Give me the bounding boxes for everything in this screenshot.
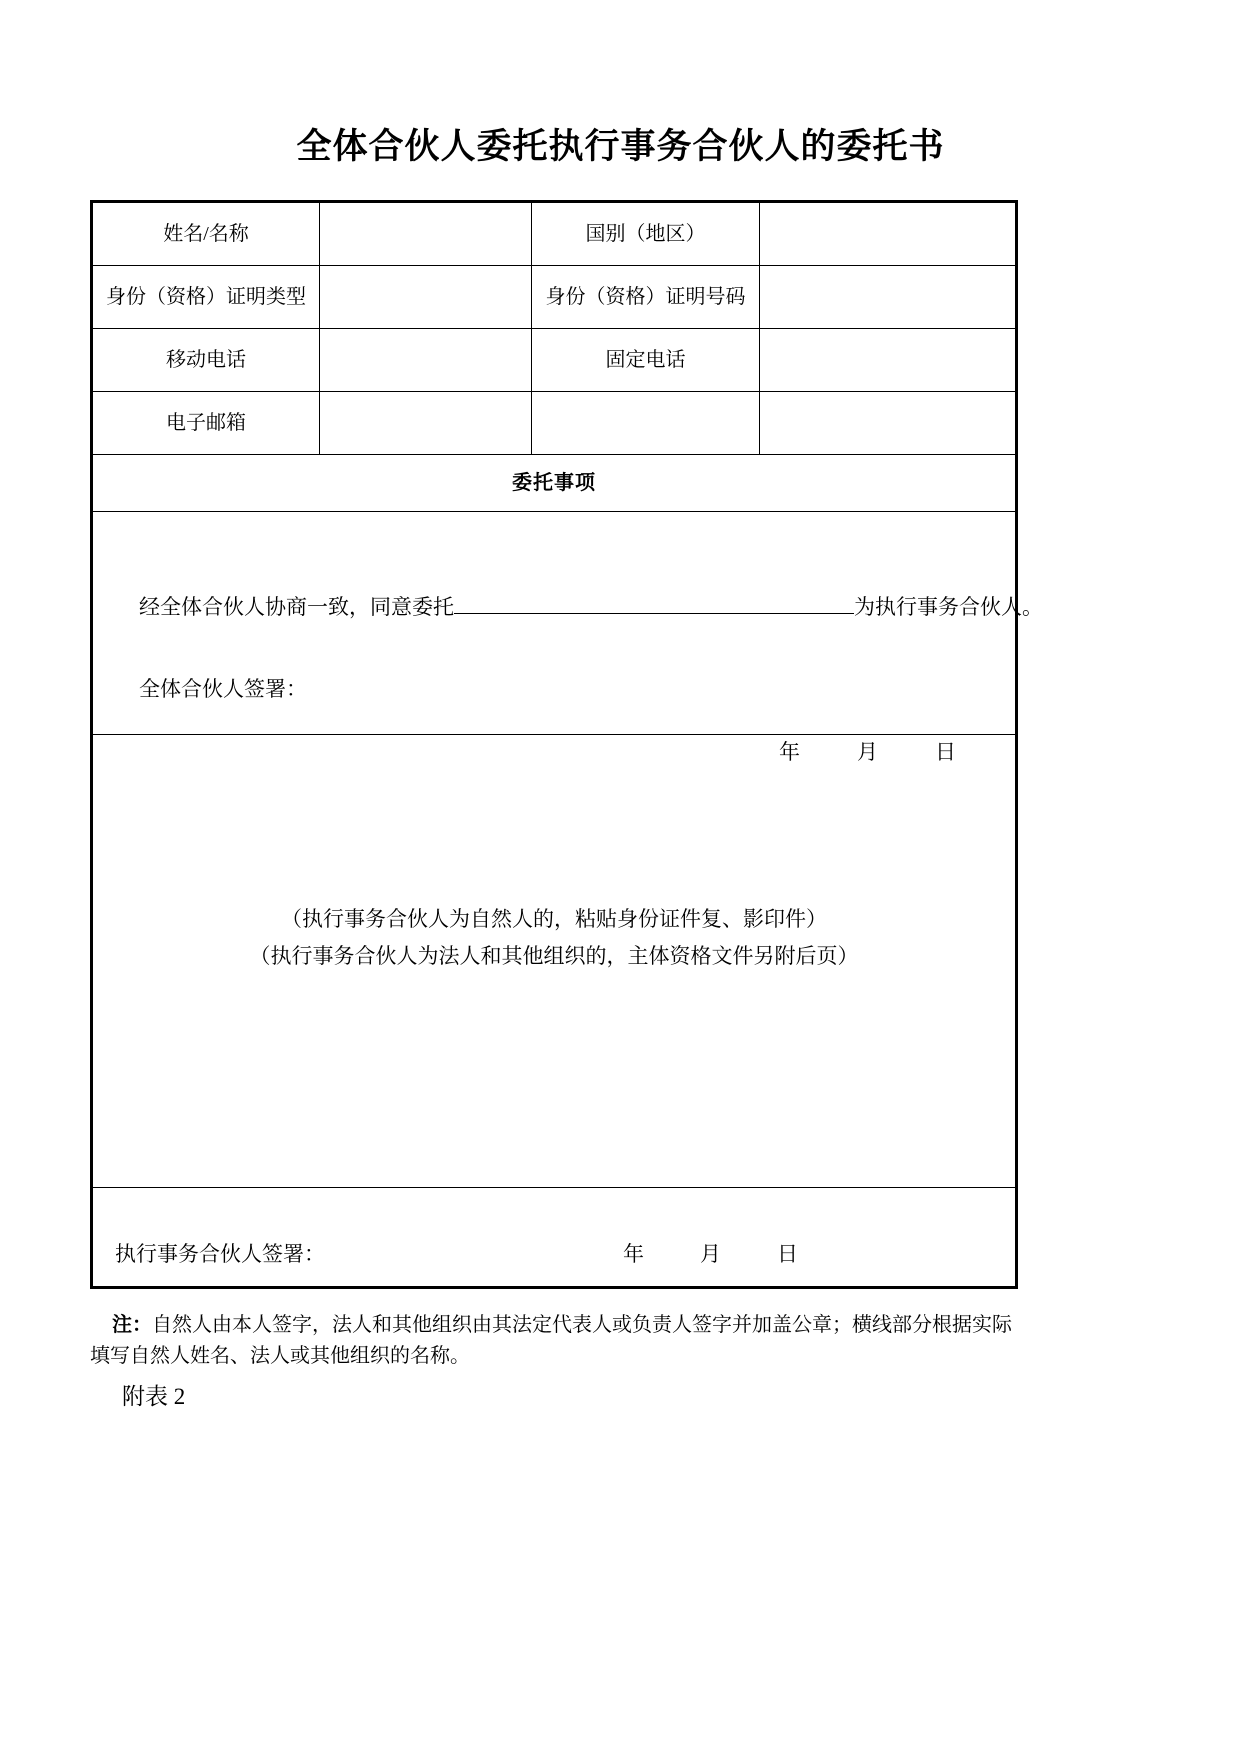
field-value-landline-phone[interactable] [760,329,1017,392]
field-value-name[interactable] [320,202,532,266]
entrust-header-row [92,455,1017,512]
field-label-landline-phone: 固定电话 [532,329,760,392]
footnote-line-1: 自然人由本人签字，法人和其他组织由其法定代表人或负责人签字并加盖公章；横线部分根据实际 [152,1314,1012,1336]
final-signature-row [92,1188,1017,1288]
field-label-name: 姓名/名称 [92,202,320,266]
entrust-name-blank[interactable] [454,592,854,614]
paste-area-row [92,735,1017,1188]
field-value-mobile-phone[interactable] [320,329,532,392]
paste-note-legal-entity: （执行事务合伙人为法人和其他组织的，主体资格文件另附后页） [249,943,859,968]
field-label-email: 电子邮箱 [92,392,320,455]
final-date-month-label: 月 [700,1242,722,1266]
date-month-label: 月 [857,740,879,764]
field-value-id-type[interactable] [320,266,532,329]
field-email-extra-cell-2[interactable] [760,392,1017,455]
entrust-statement-prefix: 经全体合伙人协商一致，同意委托 [139,595,454,619]
final-date-day-label: 日 [777,1242,799,1266]
field-label-mobile-phone: 移动电话 [92,329,320,392]
all-partners-signature-label: 全体合伙人签署： [139,677,307,701]
footnote [90,1310,1018,1372]
table-row [92,329,1017,392]
field-label-id-type: 身份（资格）证明类型 [92,266,320,329]
id-document-paste-area[interactable] [92,735,1017,1188]
executing-partner-signature-cell [92,1188,1017,1288]
section-header-entrust-matters: 委托事项 [92,455,1017,512]
paste-area-notes [93,901,1015,975]
date-year-label: 年 [779,740,801,764]
field-label-id-number: 身份（资格）证明号码 [532,266,760,329]
entrust-body-cell [92,512,1043,764]
executing-partner-signature-label: 执行事务合伙人签署： [115,1242,325,1266]
entrust-body-row [92,512,1017,735]
field-label-country: 国别（地区） [532,202,760,266]
footnote-label: 注： [112,1314,152,1336]
entrust-statement-suffix: 为执行事务合伙人。 [854,595,1043,619]
field-email-extra-cell-1[interactable] [532,392,760,455]
date-day-label: 日 [935,740,957,764]
table-row [92,392,1017,455]
appendix-label: 附表 2 [122,1384,186,1409]
table-row [92,266,1017,329]
footnote-line-2: 填写自然人姓名、法人或其他组织的名称。 [90,1345,470,1367]
paste-note-natural-person: （执行事务合伙人为自然人的，粘贴身份证件复、影印件） [281,907,827,931]
entrust-statement [93,592,1043,622]
final-date-year-label: 年 [623,1242,645,1266]
field-value-email[interactable] [320,392,532,455]
executing-partner-signature-date [623,1240,799,1269]
field-value-country[interactable] [760,202,1017,266]
table-row [92,202,1017,266]
partner-info-table [90,200,1043,1289]
field-value-id-number[interactable] [760,266,1017,329]
page-title: 全体合伙人委托执行事务合伙人的委托书 [296,127,945,166]
